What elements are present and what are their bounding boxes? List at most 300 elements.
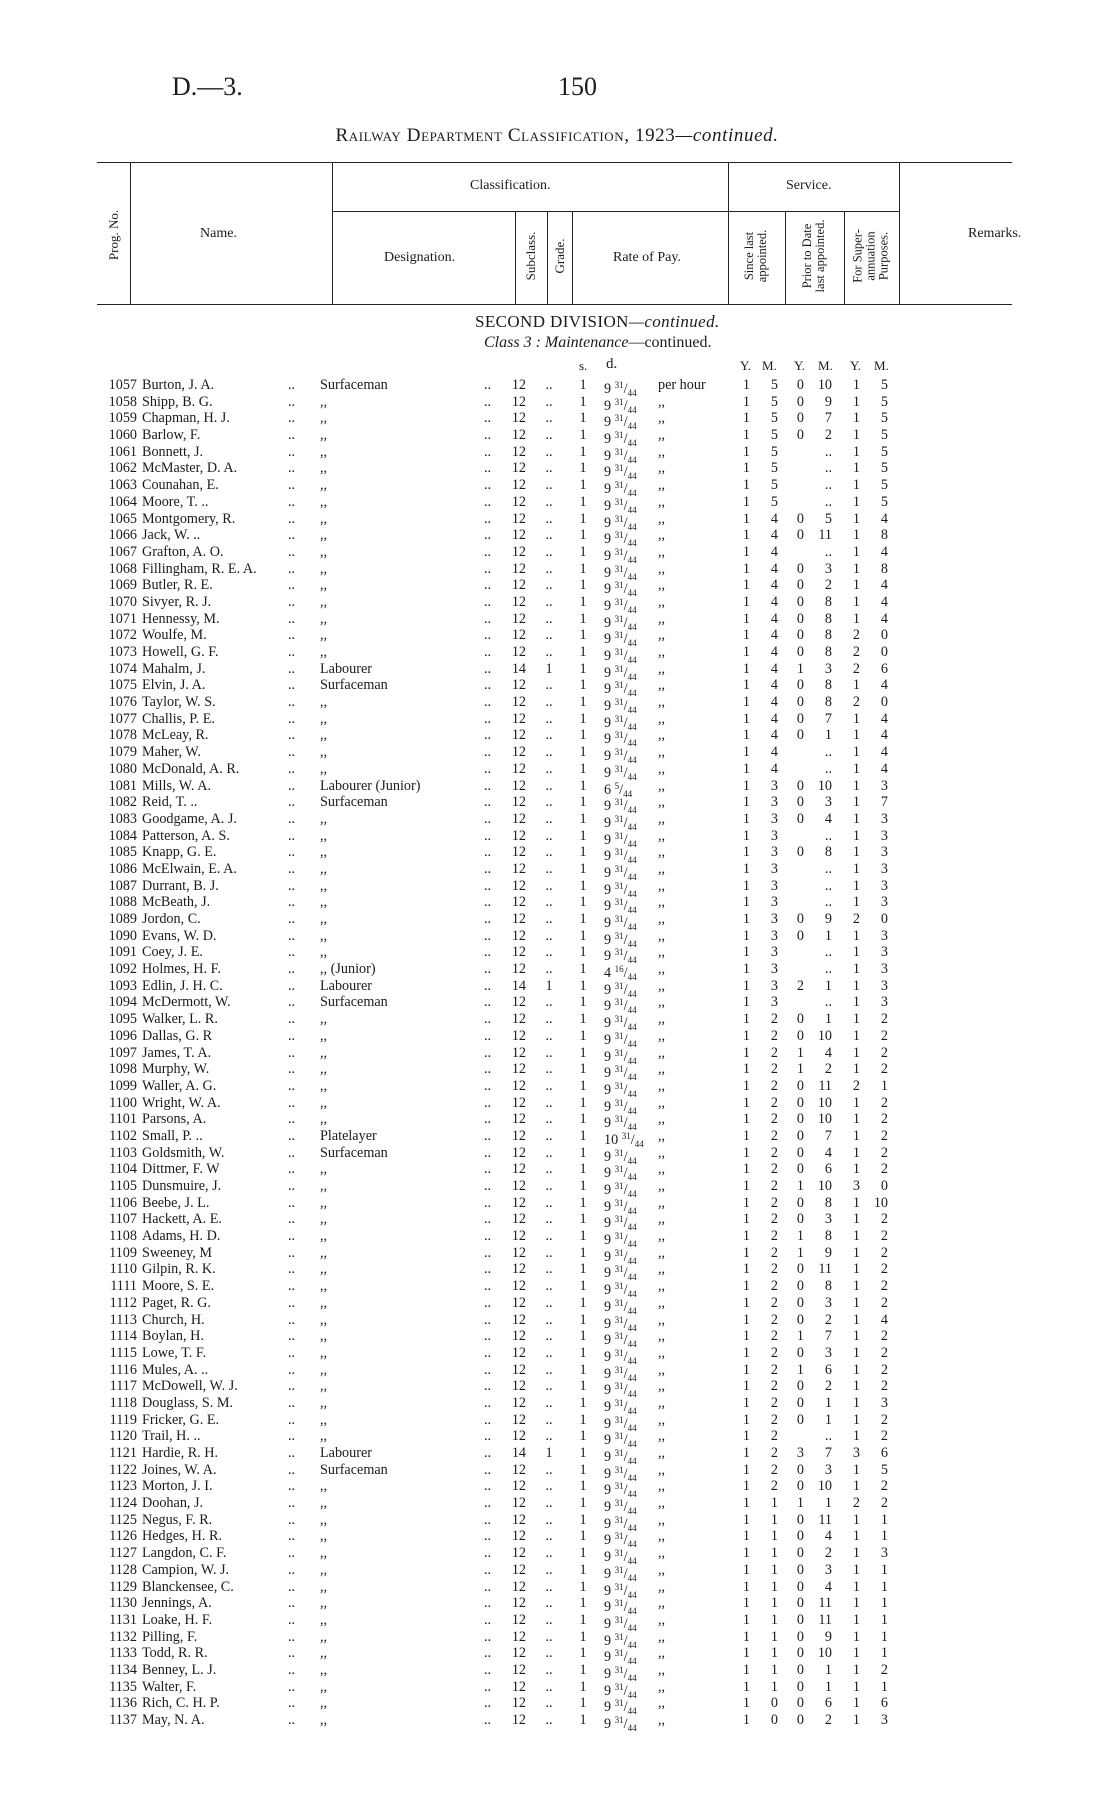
prior-years: 0 <box>796 1561 804 1578</box>
pay-shillings: 1 <box>579 877 587 894</box>
pence-numerator: 31 <box>614 1414 624 1425</box>
employee-name: Sivyer, R. J. <box>142 593 212 610</box>
pence-denominator: 44 <box>627 1172 637 1183</box>
pence-denominator: 44 <box>627 1706 637 1717</box>
unit-years: Y. <box>850 358 861 373</box>
super-months: 3 <box>880 877 888 894</box>
prior-years: 0 <box>796 577 804 594</box>
since-months: 5 <box>770 410 778 427</box>
pence-whole: 9 <box>604 1365 612 1382</box>
prog-number: 1097 <box>108 1044 137 1061</box>
pay-note: ,, <box>658 1111 666 1128</box>
since-months: 5 <box>770 477 778 494</box>
designation: ,, <box>320 1011 328 1028</box>
pence-denominator: 44 <box>627 1255 637 1266</box>
prog-number: 1086 <box>108 860 137 877</box>
leader-dots: .. <box>288 1294 296 1311</box>
designation: ,, <box>320 1211 328 1228</box>
designation: ,, <box>320 1545 328 1562</box>
prior-years: 0 <box>796 393 804 410</box>
leader-dots: .. <box>545 877 553 894</box>
designation: ,, <box>320 477 328 494</box>
pay-pence: 9 $^{31}/_{44}$ <box>604 1247 637 1266</box>
grade <box>534 1645 564 1662</box>
pay-pence: 9 $^{31}/_{44}$ <box>604 380 637 398</box>
pence-numerator: 31 <box>614 1214 624 1225</box>
prior-months: 2 <box>824 427 832 444</box>
pence-whole: 9 <box>604 948 612 965</box>
employee-name: Dittmer, F. W <box>142 1161 220 1178</box>
pence-denominator: 44 <box>627 1389 637 1400</box>
prior-years: 0 <box>796 1077 804 1094</box>
pence-numerator: 31 <box>614 1498 624 1509</box>
leader-dots: .. <box>288 1344 296 1361</box>
since-years: 1 <box>742 727 750 744</box>
since-years: 1 <box>742 393 750 410</box>
pay-shillings: 1 <box>579 427 587 444</box>
pay-pence: 9 $^{31}/_{44}$ <box>604 1414 637 1433</box>
since-months: 2 <box>770 1178 778 1194</box>
prior-months: 3 <box>824 1211 832 1228</box>
pence-numerator: 31 <box>621 1130 631 1141</box>
pence-denominator: 44 <box>627 554 637 565</box>
prog-number: 1136 <box>109 1695 137 1712</box>
super-months: 3 <box>880 810 888 827</box>
pay-shillings: 1 <box>579 760 587 777</box>
pence-numerator: 31 <box>614 1281 624 1292</box>
leader-dots: .. <box>545 1578 553 1595</box>
prior-months: 2 <box>824 1061 832 1078</box>
designation: Labourer <box>320 660 372 677</box>
designation: ,, <box>320 927 328 944</box>
prior-months: 10 <box>817 1027 832 1044</box>
pay-pence: 9 $^{31}/_{44}$ <box>604 1664 637 1683</box>
grade <box>534 1362 564 1379</box>
table-row <box>0 1361 1114 1383</box>
grade <box>534 511 564 528</box>
since-months: 2 <box>770 1127 778 1144</box>
leader-dots: .. <box>484 977 492 994</box>
leader-dots: .. <box>545 477 553 494</box>
table-row <box>0 1194 1114 1216</box>
super-months: 3 <box>880 994 888 1011</box>
prog-number: 1137 <box>109 1712 137 1728</box>
pence-whole: 9 <box>604 814 612 831</box>
pence-numerator: 31 <box>614 863 624 874</box>
designation: ,, <box>320 1411 328 1428</box>
since-months: 3 <box>770 911 778 927</box>
prog-number: 1087 <box>108 877 137 894</box>
pence-numerator: 31 <box>614 530 624 541</box>
pence-whole: 9 <box>604 1015 612 1032</box>
title-main: Railway Department Classification, 1923 <box>335 125 676 146</box>
designation: ,, <box>320 1428 328 1445</box>
prior-years: 0 <box>796 610 804 627</box>
prior-years: 0 <box>796 1394 804 1411</box>
pence-whole: 9 <box>604 714 612 731</box>
pay-note: ,, <box>658 1595 666 1612</box>
table-row <box>0 377 1114 398</box>
since-years: 1 <box>742 1244 750 1261</box>
leader-dots: .. <box>484 860 492 877</box>
table-row <box>0 610 1114 632</box>
prog-number: 1135 <box>109 1678 137 1695</box>
pence-numerator: 31 <box>614 980 624 991</box>
since-months: 5 <box>770 427 778 444</box>
subclass: 12 <box>511 1695 526 1712</box>
table-row <box>0 477 1114 499</box>
pence-denominator: 44 <box>627 838 637 849</box>
pay-pence: 9 $^{31}/_{44}$ <box>604 1464 637 1483</box>
pence-denominator: 44 <box>627 438 637 449</box>
designation: ,, <box>320 593 328 610</box>
pence-whole: 9 <box>604 748 612 765</box>
since-years: 1 <box>742 677 750 694</box>
pay-shillings: 1 <box>579 1027 587 1044</box>
pence-whole: 9 <box>604 497 612 514</box>
leader-dots: .. <box>545 1545 553 1562</box>
pence-numerator: 31 <box>614 546 624 557</box>
prior-years: 0 <box>796 911 804 927</box>
employee-name: Rich, C. H. P. <box>142 1695 220 1712</box>
leader-dots: .. <box>484 1027 492 1044</box>
pence-whole: 9 <box>604 848 612 865</box>
pay-note: ,, <box>658 1528 666 1545</box>
super-years: 1 <box>852 1661 860 1678</box>
table-row <box>0 593 1114 615</box>
leader-dots: .. <box>484 1578 492 1595</box>
subclass: 12 <box>511 1261 526 1278</box>
pay-shillings: 1 <box>579 527 587 544</box>
subclass: 12 <box>511 1027 526 1044</box>
prior-months: 2 <box>824 577 832 594</box>
pence-whole: 9 <box>604 447 612 464</box>
pence-numerator: 31 <box>614 730 624 741</box>
subclass: 12 <box>511 1094 526 1111</box>
employee-name: Grafton, A. O. <box>142 543 224 560</box>
table-row <box>0 1661 1114 1683</box>
leader-dots: .. <box>484 1261 492 1278</box>
header-divider <box>515 211 516 304</box>
pence-denominator: 44 <box>627 1105 637 1116</box>
table-row <box>0 927 1114 949</box>
since-months: 1 <box>770 1661 778 1678</box>
pay-shillings: 1 <box>579 377 587 393</box>
table-row <box>0 443 1114 465</box>
subclass: 12 <box>511 777 526 794</box>
since-months: 4 <box>770 744 778 761</box>
pay-note: ,, <box>658 1178 666 1194</box>
leader-dots: .. <box>545 911 553 927</box>
pence-denominator: 44 <box>627 1005 637 1016</box>
leader-dots: .. <box>545 460 553 477</box>
employee-name: Boylan, H. <box>142 1328 204 1345</box>
pence-numerator: 31 <box>614 1097 624 1108</box>
leader-dots: .. <box>545 393 553 410</box>
table-row <box>0 1161 1114 1183</box>
prog-number: 1130 <box>109 1595 137 1612</box>
table-row <box>0 1077 1114 1099</box>
header-divider <box>728 162 729 304</box>
pence-whole: 9 <box>604 1432 612 1449</box>
leader-dots: .. <box>545 1478 553 1495</box>
leader-dots: .. <box>545 894 553 911</box>
leader-dots: .. <box>545 577 553 594</box>
super-months: 1 <box>880 1077 888 1094</box>
pence-whole: 9 <box>604 1549 612 1566</box>
leader-dots: .. <box>288 1495 296 1512</box>
leader-dots: .. <box>545 1094 553 1111</box>
prog-number: 1124 <box>109 1495 137 1512</box>
since-years: 1 <box>742 593 750 610</box>
prior-months: 3 <box>824 1294 832 1311</box>
pence-whole: 9 <box>604 1465 612 1482</box>
pay-note: ,, <box>658 1244 666 1261</box>
since-years: 1 <box>742 1194 750 1211</box>
pence-denominator: 44 <box>627 755 637 766</box>
grade <box>534 727 564 744</box>
pay-note: ,, <box>658 760 666 777</box>
super-months: 1 <box>880 1595 888 1612</box>
subclass: 12 <box>511 1361 526 1378</box>
since-months: 1 <box>770 1678 778 1695</box>
leader-dots: .. <box>545 1361 553 1378</box>
leader-dots: .. <box>545 777 553 794</box>
pence-numerator: 31 <box>614 997 624 1008</box>
pay-note: ,, <box>658 577 666 594</box>
pence-numerator: 31 <box>614 1314 624 1325</box>
prior-months: 11 <box>818 1261 832 1278</box>
since-years: 1 <box>742 844 750 861</box>
prior-years: 1 <box>796 1244 804 1261</box>
leader-dots: .. <box>484 1161 492 1178</box>
prior-months: 1 <box>824 1411 832 1428</box>
table-row <box>0 1344 1114 1366</box>
leader-dots: .. <box>545 1044 553 1061</box>
super-years: 1 <box>852 977 860 994</box>
prior-months: .. <box>824 994 832 1011</box>
leader-dots: .. <box>545 1695 553 1712</box>
since-years: 1 <box>742 1445 750 1461</box>
prior-months: 6 <box>824 1361 832 1378</box>
prior-years: 0 <box>796 694 804 711</box>
super-months: 2 <box>880 1111 888 1128</box>
super-years: 1 <box>852 1411 860 1428</box>
leader-dots: .. <box>545 410 553 427</box>
since-years: 1 <box>742 1127 750 1144</box>
since-months: 1 <box>770 1561 778 1578</box>
designation: ,, <box>320 393 328 410</box>
pence-whole: 9 <box>604 631 612 648</box>
employee-name: Evans, W. D. <box>142 927 217 944</box>
super-years: 1 <box>852 1461 860 1478</box>
super-months: 2 <box>880 1361 888 1378</box>
grade <box>534 911 564 928</box>
leader-dots: .. <box>484 1111 492 1128</box>
pay-shillings: 1 <box>579 1428 587 1445</box>
pay-pence: 4 $^{16}/_{44}$ <box>604 964 637 983</box>
pay-shillings: 1 <box>579 477 587 494</box>
super-months: 2 <box>880 1027 888 1044</box>
prior-years: 0 <box>796 1545 804 1562</box>
super-months: 2 <box>880 1495 888 1512</box>
pence-whole: 9 <box>604 431 612 448</box>
prior-years: 0 <box>796 1211 804 1228</box>
leader-dots: .. <box>484 644 492 660</box>
pence-whole: 9 <box>604 1048 612 1065</box>
subclass: 14 <box>511 660 526 677</box>
since-months: 3 <box>770 877 778 894</box>
prior-months: .. <box>824 460 832 477</box>
header-divider <box>332 162 333 304</box>
pay-note: ,, <box>658 1628 666 1645</box>
prog-number: 1073 <box>108 644 137 660</box>
division-name: SECOND DIVISION <box>475 312 629 331</box>
pay-shillings: 1 <box>579 1611 587 1628</box>
prog-number: 1103 <box>109 1144 137 1161</box>
pay-note: ,, <box>658 1228 666 1245</box>
leader-dots: .. <box>484 994 492 1011</box>
prior-months: 2 <box>824 1545 832 1562</box>
pay-pence: 9 $^{31}/_{44}$ <box>604 680 637 699</box>
prior-years: 0 <box>796 1712 804 1728</box>
super-years: 1 <box>852 1311 860 1328</box>
subclass: 12 <box>511 744 526 761</box>
designation: ,, <box>320 744 328 761</box>
table-row <box>0 744 1114 766</box>
leader-dots: .. <box>288 1645 296 1662</box>
designation: ,, <box>320 427 328 444</box>
pay-shillings: 1 <box>579 1712 587 1728</box>
leader-dots: .. <box>484 1678 492 1695</box>
pay-shillings: 1 <box>579 493 587 510</box>
leader-dots: .. <box>288 1511 296 1528</box>
grade <box>534 944 564 961</box>
leader-dots: .. <box>545 810 553 827</box>
employee-name: Adams, H. D. <box>142 1228 221 1245</box>
leader-dots: .. <box>288 1461 296 1478</box>
since-months: 2 <box>770 1194 778 1211</box>
leader-dots: .. <box>484 1127 492 1144</box>
pay-shillings: 1 <box>579 1595 587 1612</box>
designation: ,, <box>320 1027 328 1044</box>
pay-note: ,, <box>658 1578 666 1595</box>
prior-months: 1 <box>824 727 832 744</box>
grade <box>534 527 564 544</box>
subclass: 12 <box>511 1394 526 1411</box>
super-years: 1 <box>852 377 860 393</box>
leader-dots: .. <box>545 1611 553 1628</box>
pence-whole: 9 <box>604 764 612 781</box>
pence-denominator: 44 <box>627 1672 637 1683</box>
header-divider <box>130 162 131 304</box>
super-months: 2 <box>880 1261 888 1278</box>
subclass: 12 <box>511 844 526 861</box>
table-row <box>0 627 1114 649</box>
pence-numerator: 31 <box>614 1164 624 1175</box>
employee-name: Fricker, G. E. <box>142 1411 220 1428</box>
prior-months: .. <box>824 827 832 844</box>
prior-years: 0 <box>796 1111 804 1128</box>
leader-dots: .. <box>288 911 296 927</box>
pay-pence: 9 $^{31}/_{44}$ <box>604 396 637 415</box>
super-months: 5 <box>880 377 888 393</box>
pay-shillings: 1 <box>579 1328 587 1345</box>
table-row <box>0 1478 1114 1500</box>
subclass: 12 <box>511 1561 526 1578</box>
pay-note: ,, <box>658 1194 666 1211</box>
pence-numerator: 31 <box>614 1648 624 1659</box>
prog-number: 1083 <box>108 810 137 827</box>
grade <box>534 377 564 394</box>
col-since-last: Since last appointed. <box>741 229 769 283</box>
leader-dots: .. <box>288 927 296 944</box>
pay-pence: 9 $^{31}/_{44}$ <box>604 1281 637 1300</box>
pay-note: ,, <box>658 1127 666 1144</box>
leader-dots: .. <box>288 1328 296 1345</box>
super-years: 1 <box>852 710 860 727</box>
pence-denominator: 44 <box>627 421 637 432</box>
leader-dots: .. <box>288 1578 296 1595</box>
since-years: 1 <box>742 977 750 994</box>
pence-denominator: 44 <box>627 571 637 582</box>
pence-whole: 9 <box>604 1699 612 1716</box>
pence-numerator: 31 <box>614 897 624 908</box>
pence-denominator: 44 <box>627 671 637 682</box>
table-row <box>0 944 1114 966</box>
pence-denominator: 44 <box>627 1472 637 1483</box>
since-months: 4 <box>770 660 778 677</box>
since-years: 1 <box>742 410 750 427</box>
designation: ,, <box>320 560 328 577</box>
super-months: 5 <box>880 410 888 427</box>
super-years: 1 <box>852 1244 860 1261</box>
employee-name: McDowell, W. J. <box>142 1378 238 1395</box>
pence-whole: 9 <box>604 915 612 931</box>
pay-shillings: 1 <box>579 1378 587 1395</box>
pay-pence: 9 $^{31}/_{44}$ <box>604 1114 637 1133</box>
pence-denominator: 44 <box>627 538 637 549</box>
pence-numerator: 31 <box>614 1030 624 1041</box>
employee-name: Walter, F. <box>142 1678 197 1695</box>
pence-numerator: 31 <box>614 596 624 607</box>
pay-shillings: 1 <box>579 944 587 961</box>
pence-numerator: 31 <box>614 1264 624 1275</box>
pay-pence: 9 $^{31}/_{44}$ <box>604 763 637 782</box>
leader-dots: .. <box>484 1228 492 1245</box>
leader-dots: .. <box>288 1194 296 1211</box>
prog-number: 1123 <box>109 1478 137 1495</box>
pence-denominator: 44 <box>627 1506 637 1517</box>
prior-months: 9 <box>824 1628 832 1645</box>
super-years: 1 <box>852 493 860 510</box>
unit-months: M. <box>874 358 889 373</box>
since-months: 2 <box>770 1328 778 1345</box>
leader-dots: .. <box>484 1278 492 1295</box>
pay-pence: 9 $^{31}/_{44}$ <box>604 1014 637 1033</box>
leader-dots: .. <box>288 443 296 460</box>
prior-months: 4 <box>824 1044 832 1061</box>
pay-shillings: 1 <box>579 1061 587 1078</box>
table-row <box>0 1595 1114 1617</box>
leader-dots: .. <box>484 1011 492 1028</box>
pay-shillings: 1 <box>579 1244 587 1261</box>
table-row <box>0 1228 1114 1250</box>
grade <box>534 828 564 845</box>
leader-dots: .. <box>484 1461 492 1478</box>
super-years: 1 <box>852 1011 860 1028</box>
employee-name: Morton, J. I. <box>142 1478 213 1495</box>
